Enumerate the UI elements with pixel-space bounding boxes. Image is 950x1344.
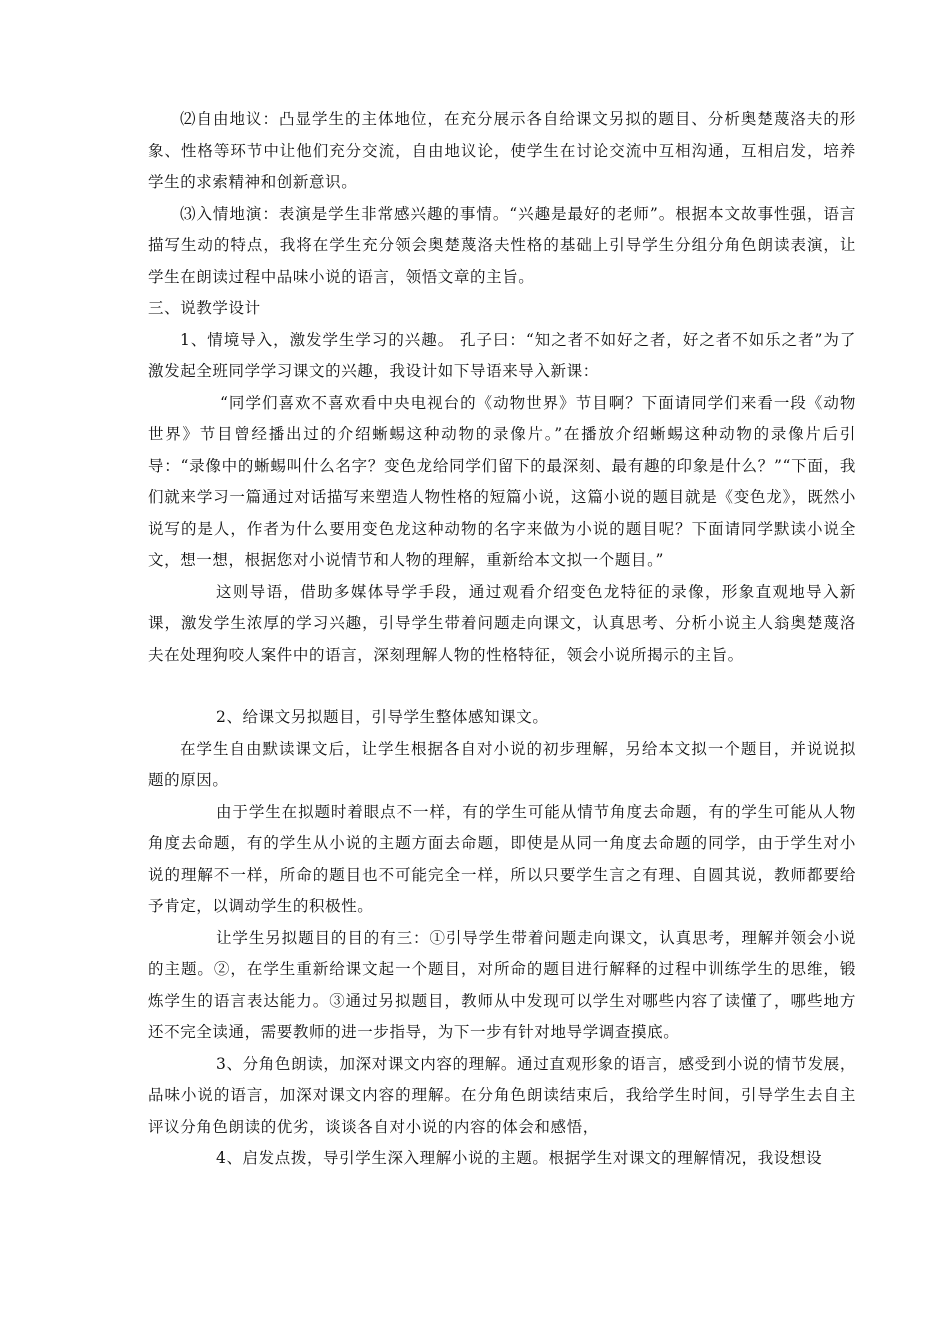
section-heading-teaching-design: 三、说教学设计 (148, 299, 261, 317)
paragraph-free-discussion: ⑵自由地议：凸显学生的主体地位，在充分展示各自给课文另拟的题目、分析奥楚蔑洛夫的形象、性格等环节中让他们充分交流，自由地议论，使学生在讨论交流中互相沟通，互相启发，培养学生的求索精神和创新意识。 (148, 110, 856, 191)
paragraph-step-2-perspectives: 由于学生在拟题时着眼点不一样，有的学生可能从情节角度去命题，有的学生可能从人物角度去命题，有的学生从小说的主题方面去命题，即使是从同一角度去命题的同学，由于学生对小说的理解不一样，所命的题目也不可能完全一样，所以只要学生言之有理、自圆其说，教师都要给予肯定，以调动学生的积极性。 (148, 802, 856, 915)
paragraph-scenario-intro: 1、情境导入，激发学生学习的兴趣。 孔子曰：“知之者不如好之者，好之者不如乐之者”为了激发起全班同学学习课文的兴趣，我设计如下导语来导入新课： (148, 330, 856, 380)
document-body (148, 104, 856, 1175)
paragraph-step-4: 4、启发点拨，导引学生深入理解小说的主题。根据学生对课文的理解情况，我设想设 (216, 1149, 823, 1167)
paragraph-step-2-reading: 在学生自由默读课文后，让学生根据各自对小说的初步理解，另给本文拟一个题目，并说说拟题的原因。 (148, 739, 856, 789)
paragraph-step-3: 3、分角色朗读，加深对课文内容的理解。通过直观形象的语言，感受到小说的情节发展，品味小说的语言，加深对课文内容的理解。在分角色朗读结束后，我给学生时间，引导学生去自主评议分角色朗读的优劣，谈谈各自对小说的内容的体会和感悟， (148, 1054, 856, 1136)
paragraph-role-play: ⑶入情地演：表演是学生非常感兴趣的事情。“兴趣是最好的老师”。根据本文故事性强，语言描写生动的特点，我将在学生充分领会奥楚蔑洛夫性格的基础上引导学生分组分角色朗读表演，让学生在朗读过程中品味小说的语言，领悟文章的主旨。 (148, 204, 856, 286)
paragraph-intro-purpose: 这则导语，借助多媒体导学手段，通过观看介绍变色龙特征的录像，形象直观地导入新课，激发学生浓厚的学习兴趣，引导学生带着问题走向课文，认真思考、分析小说主人翁奥楚蔑洛夫在处理狗咬人案件中的语言，深刻理解人物的性格特征，领会小说所揭示的主旨。 (148, 582, 856, 664)
paragraph-step-2-heading: 2、给课文另拟题目，引导学生整体感知课文。 (216, 708, 549, 726)
paragraph-spacer (148, 671, 856, 702)
paragraph-intro-speech: “同学们喜欢不喜欢看中央电视台的《动物世界》节目啊？下面请同学们来看一段《动物世界》节目曾经播出过的介绍蜥蜴这种动物的录像片。”在播放介绍蜥蜴这种动物的录像片后引导：“录像中的蜥蜴叫什么名字？变色龙给同学们留下的最深刻、最有趣的印象是什么？”“下面，我们就来学习一篇通过对话描写来塑造人物性格的短篇小说，这篇小说的题目就是《变色龙》，既然小说写的是人，作者为什么要用变色龙这种动物的名字来做为小说的题目呢？下面请同学默读小说全文，想一想，根据您对小说情节和人物的理解，重新给本文拟一个题目。” (148, 393, 856, 569)
paragraph-step-2-goals: 让学生另拟题目的目的有三：①引导学生带着问题走向课文，认真思考，理解并领会小说的主题。②，在学生重新给课文起一个题目，对所命的题目进行解释的过程中训练学生的思维，锻炼学生的语言表达能力。③通过另拟题目，教师从中发现可以学生对哪些内容了读懂了，哪些地方还不完全读通，需要教师的进一步指导，为下一步有针对地导学调查摸底。 (148, 928, 856, 1041)
